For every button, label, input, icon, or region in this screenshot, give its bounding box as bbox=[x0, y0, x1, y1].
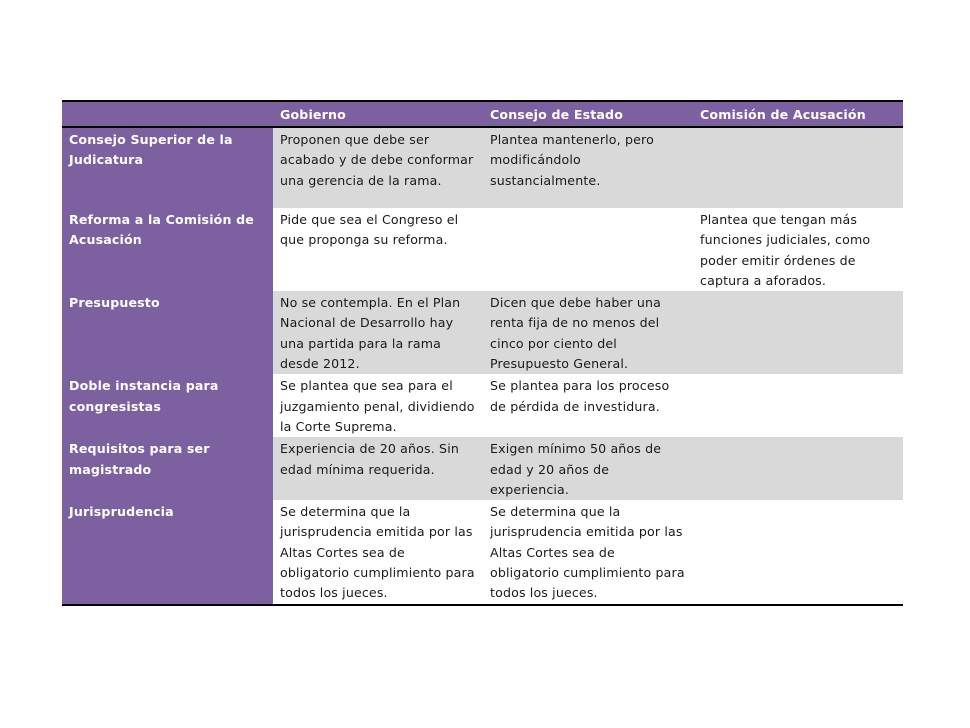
table-header-row bbox=[62, 102, 903, 127]
cell-gobierno: Se determina que la jurisprudencia emitida por las Altas Cortes sea de obligatorio cumplimiento para todos los jueces. bbox=[273, 500, 483, 603]
table-row bbox=[62, 208, 903, 291]
cell-comision bbox=[693, 437, 903, 500]
table-row bbox=[62, 500, 903, 603]
cell-consejo: Plantea mantenerlo, pero modificándolo sustancialmente. bbox=[483, 127, 693, 208]
row-label: Requisitos para ser magistrado bbox=[62, 437, 273, 500]
header-gobierno: Gobierno bbox=[273, 102, 483, 127]
cell-consejo: Dicen que debe haber una renta fija de no menos del cinco por ciento del Presupuesto General. bbox=[483, 291, 693, 374]
cell-gobierno: Proponen que debe ser acabado y de debe conformar una gerencia de la rama. bbox=[273, 127, 483, 208]
cell-consejo: Se determina que la jurisprudencia emitida por las Altas Cortes sea de obligatorio cumplimiento para todos los jueces. bbox=[483, 500, 693, 603]
cell-comision bbox=[693, 500, 903, 603]
cell-comision bbox=[693, 291, 903, 374]
header-consejo-de-estado: Consejo de Estado bbox=[483, 102, 693, 127]
cell-gobierno: No se contempla. En el Plan Nacional de Desarrollo hay una partida para la rama desde 2012. bbox=[273, 291, 483, 374]
table-row bbox=[62, 374, 903, 437]
header-comision-de-acusacion: Comisión de Acusación bbox=[693, 102, 903, 127]
header-empty bbox=[62, 102, 273, 127]
cell-gobierno: Experiencia de 20 años. Sin edad mínima requerida. bbox=[273, 437, 483, 500]
table-row bbox=[62, 127, 903, 208]
row-label: Presupuesto bbox=[62, 291, 273, 374]
cell-comision bbox=[693, 127, 903, 208]
row-label: Consejo Superior de la Judicatura bbox=[62, 127, 273, 208]
comparison-table-container bbox=[62, 100, 903, 606]
cell-consejo: Se plantea para los proceso de pérdida de investidura. bbox=[483, 374, 693, 437]
row-label: Reforma a la Comisión de Acusación bbox=[62, 208, 273, 291]
comparison-table bbox=[62, 102, 903, 604]
cell-gobierno: Pide que sea el Congreso el que proponga su reforma. bbox=[273, 208, 483, 291]
table-row bbox=[62, 291, 903, 374]
cell-comision bbox=[693, 374, 903, 437]
row-label: Jurisprudencia bbox=[62, 500, 273, 603]
cell-consejo: Exigen mínimo 50 años de edad y 20 años de experiencia. bbox=[483, 437, 693, 500]
cell-comision: Plantea que tengan más funciones judiciales, como poder emitir órdenes de captura a aforados. bbox=[693, 208, 903, 291]
cell-consejo bbox=[483, 208, 693, 291]
cell-gobierno: Se plantea que sea para el juzgamiento penal, dividiendo la Corte Suprema. bbox=[273, 374, 483, 437]
table-row bbox=[62, 437, 903, 500]
row-label: Doble instancia para congresistas bbox=[62, 374, 273, 437]
